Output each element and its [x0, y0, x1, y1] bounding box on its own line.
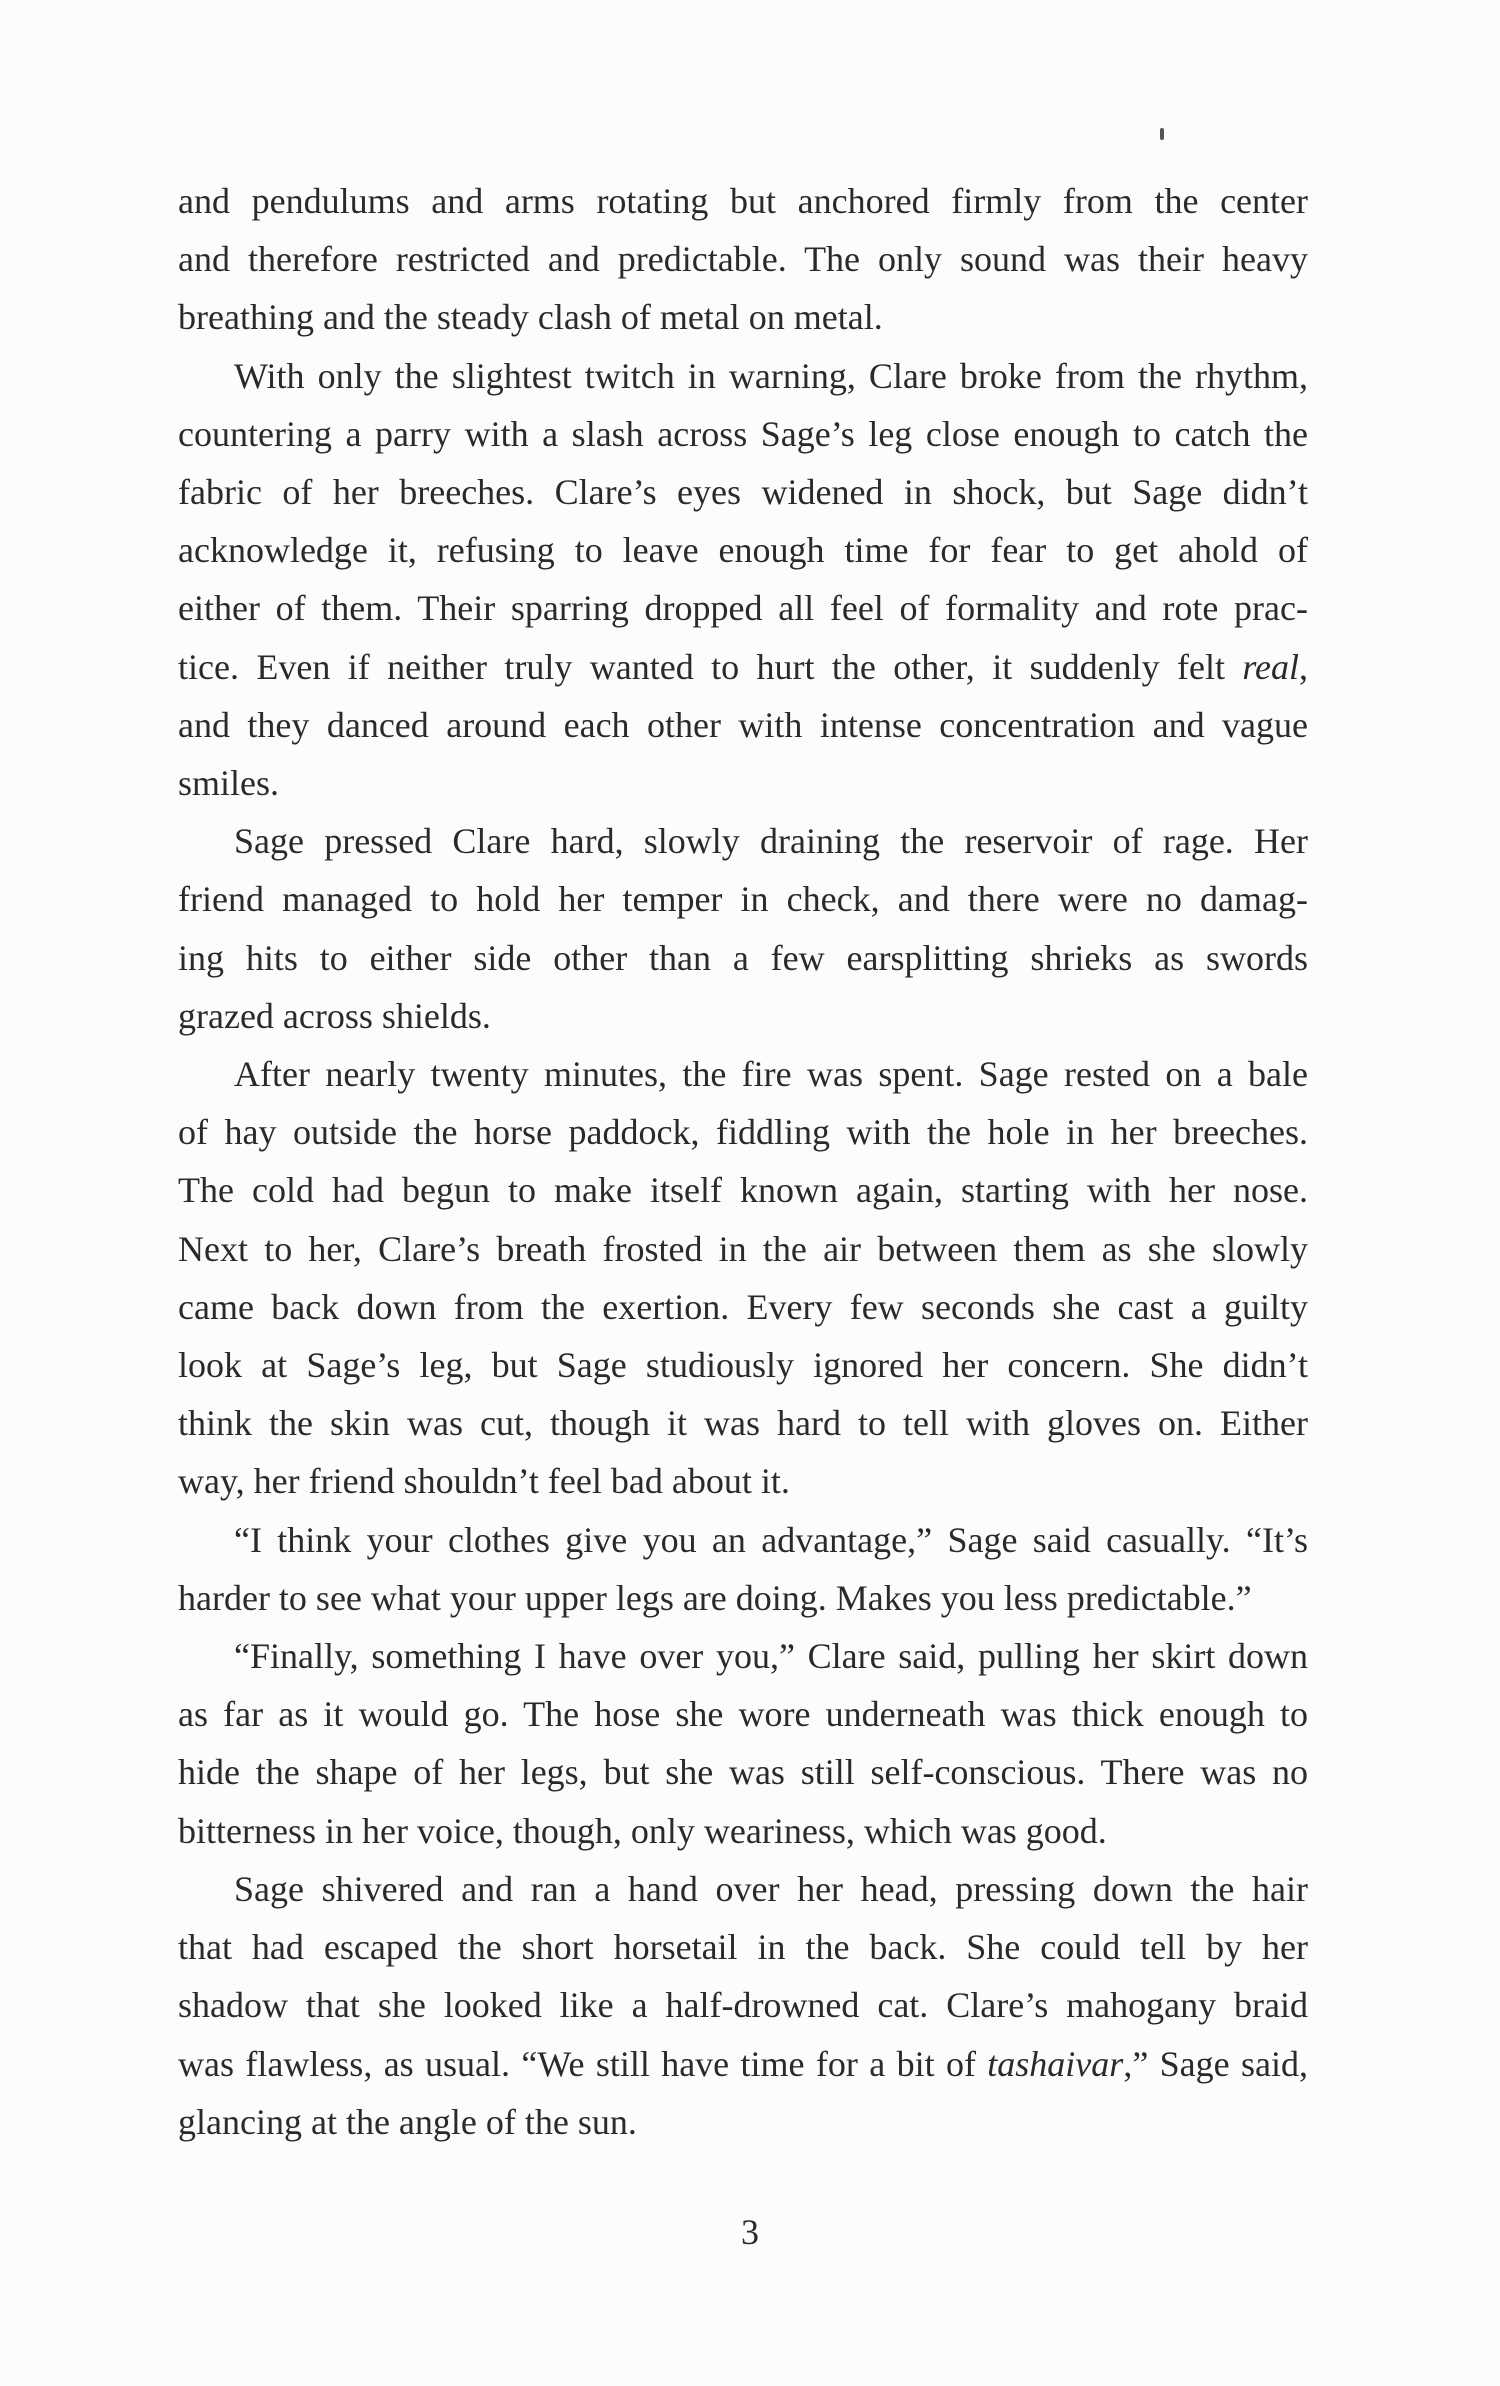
text-line: grazed across shields.	[178, 995, 491, 1036]
text-line: that had escaped the short horsetail in the back. She could tell by her	[178, 1927, 1308, 1968]
text-line: hide the shape of her legs, but she was still self-conscious. There was no	[178, 1752, 1308, 1793]
text-line: The cold had begun to make itself known again, starting with her nose.	[178, 1170, 1308, 1211]
text-line: shadow that she looked like a half-drowned cat. Clare’s mahogany braid	[178, 1985, 1308, 2026]
text-line: and pendulums and arms rotating but anchored firmly from the center	[178, 181, 1308, 221]
text-line: as far as it would go. The hose she wore underneath was thick enough to	[178, 1694, 1308, 1735]
text-line: and therefore restricted and predictable. The only sound was their heavy	[178, 239, 1308, 280]
text-line: With only the slightest twitch in warning, Clare broke from the rhythm,	[234, 355, 1308, 396]
text-line: glancing at the angle of the sun.	[178, 2101, 637, 2142]
text-line: fabric of her breeches. Clare’s eyes widened in shock, but Sage didn’t	[178, 472, 1308, 513]
text-line: either of them. Their sparring dropped all feel of formality and rote prac-	[178, 588, 1308, 629]
text-line: ing hits to either side other than a few earsplitting shrieks as swords	[178, 937, 1308, 978]
text-line: and they danced around each other with intense concentration and vague	[178, 704, 1308, 745]
text-line: countering a parry with a slash across Sage’s leg close enough to catch the	[178, 413, 1308, 454]
text-line: was flawless, as usual. “We still have time for a bit of tashaivar,” Sage said,	[178, 2043, 1308, 2084]
text-line: “I think your clothes give you an advantage,” Sage said casually. “It’s	[234, 1519, 1308, 1560]
text-line: bitterness in her voice, though, only weariness, which was good.	[178, 1810, 1107, 1851]
text-line: smiles.	[178, 763, 280, 804]
text-line: came back down from the exertion. Every few seconds she cast a guilty	[178, 1286, 1308, 1327]
ink-speck	[1160, 128, 1164, 140]
text-line: friend managed to hold her temper in check, and there were no damag-	[178, 879, 1308, 920]
text-line: think the skin was cut, though it was hard to tell with gloves on. Either	[178, 1403, 1308, 1444]
page-number: 3	[741, 2212, 759, 2252]
text-line: harder to see what your upper legs are doing. Makes you less predictable.”	[178, 1577, 1252, 1618]
text-line: Sage pressed Clare hard, slowly draining the reservoir of rage. Her	[234, 821, 1308, 862]
text-line: of hay outside the horse paddock, fiddling with the hole in her breeches.	[178, 1112, 1308, 1153]
book-page-text	[178, 172, 1308, 2151]
text-line: breathing and the steady clash of metal on metal.	[178, 297, 883, 338]
text-line: look at Sage’s leg, but Sage studiously ignored her concern. She didn’t	[178, 1345, 1308, 1386]
text-line: “Finally, something I have over you,” Clare said, pulling her skirt down	[234, 1636, 1308, 1677]
text-line: Sage shivered and ran a hand over her head, pressing down the hair	[234, 1868, 1308, 1909]
text-line: way, her friend shouldn’t feel bad about it.	[178, 1461, 790, 1502]
text-line: tice. Even if neither truly wanted to hurt the other, it suddenly felt real,	[178, 646, 1308, 687]
text-line: acknowledge it, refusing to leave enough time for fear to get ahold of	[178, 530, 1308, 571]
text-line: After nearly twenty minutes, the fire was spent. Sage rested on a bale	[234, 1054, 1308, 1095]
text-line: Next to her, Clare’s breath frosted in the air between them as she slowly	[178, 1228, 1308, 1269]
